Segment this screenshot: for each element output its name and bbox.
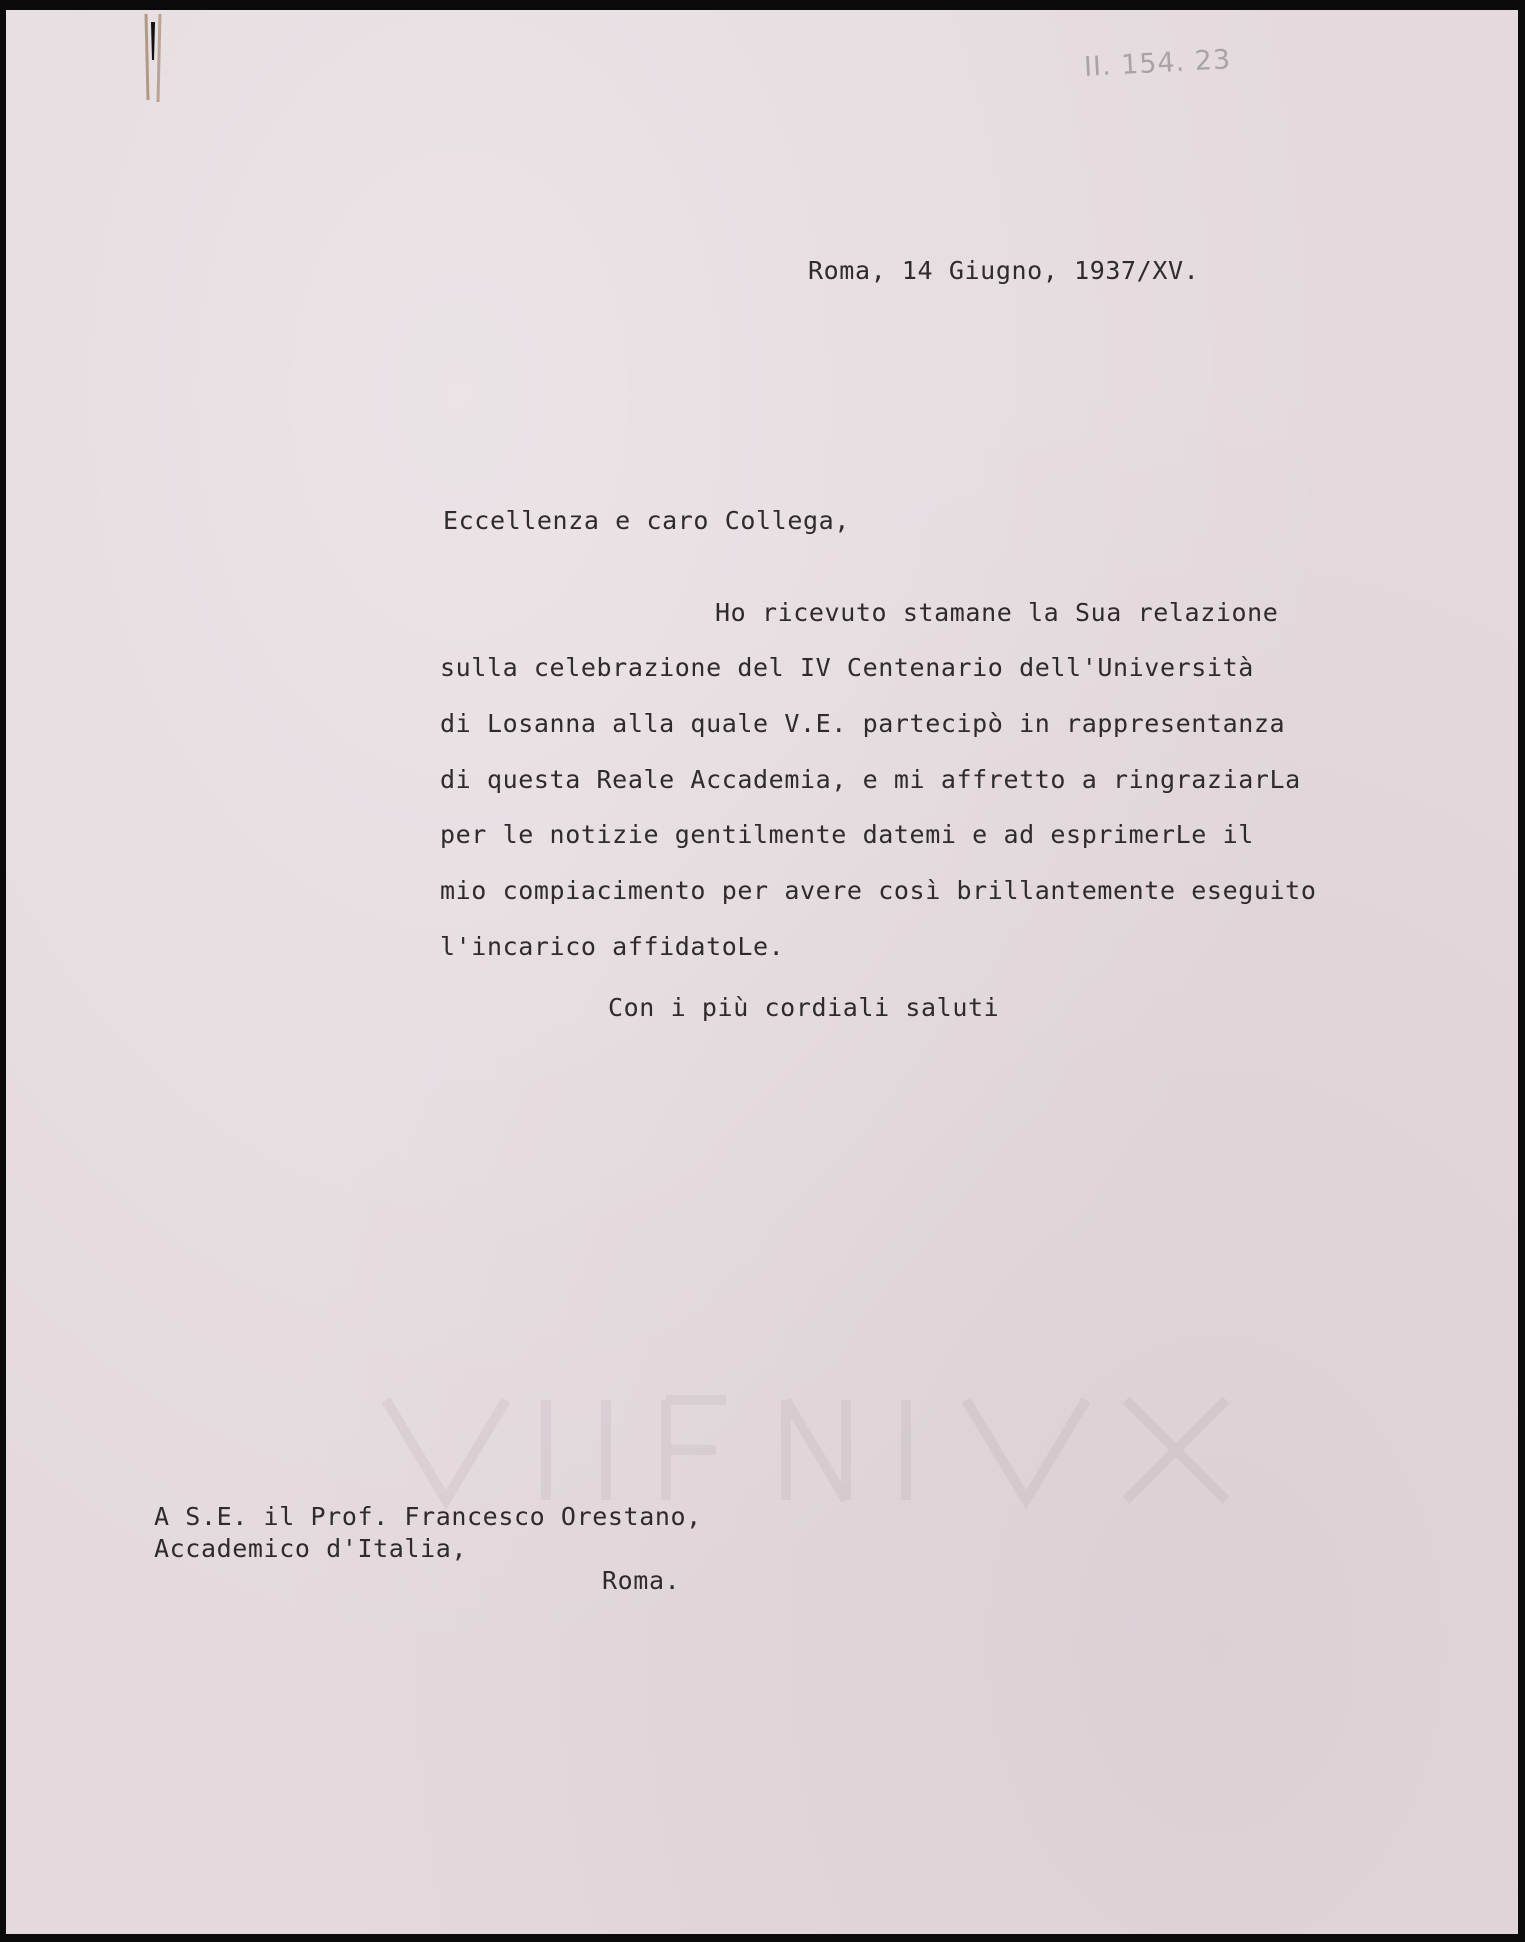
- archive-mark: II. 154. 23: [1083, 44, 1232, 83]
- closing: Con i più cordiali saluti: [608, 993, 1000, 1022]
- body-line: Ho ricevuto stamane la Sua relazione: [715, 598, 1279, 627]
- date-line: Roma, 14 Giugno, 1937/XV.: [808, 256, 1200, 285]
- salutation: Eccellenza e caro Collega,: [443, 506, 850, 535]
- letter-page: [6, 10, 1518, 1934]
- watermark: [366, 1380, 1246, 1510]
- body-line: per le notizie gentilmente datemi e ad esprimerLe il: [440, 820, 1254, 849]
- staple-hole-mark: [136, 10, 170, 106]
- body-line: di questa Reale Accademia, e mi affretto a ringraziarLa: [440, 765, 1301, 794]
- address-line: A S.E. il Prof. Francesco Orestano,: [154, 1502, 702, 1531]
- address-city: Roma.: [602, 1566, 681, 1595]
- body-line: di Losanna alla quale V.E. partecipò in rappresentanza: [440, 709, 1286, 738]
- address-line: Accademico d'Italia,: [154, 1534, 468, 1563]
- body-line: sulla celebrazione del IV Centenario dell'Università: [440, 653, 1254, 682]
- body-line: l'incarico affidatoLe.: [440, 932, 785, 961]
- body-line: mio compiacimento per avere così brillantemente eseguito: [440, 876, 1317, 905]
